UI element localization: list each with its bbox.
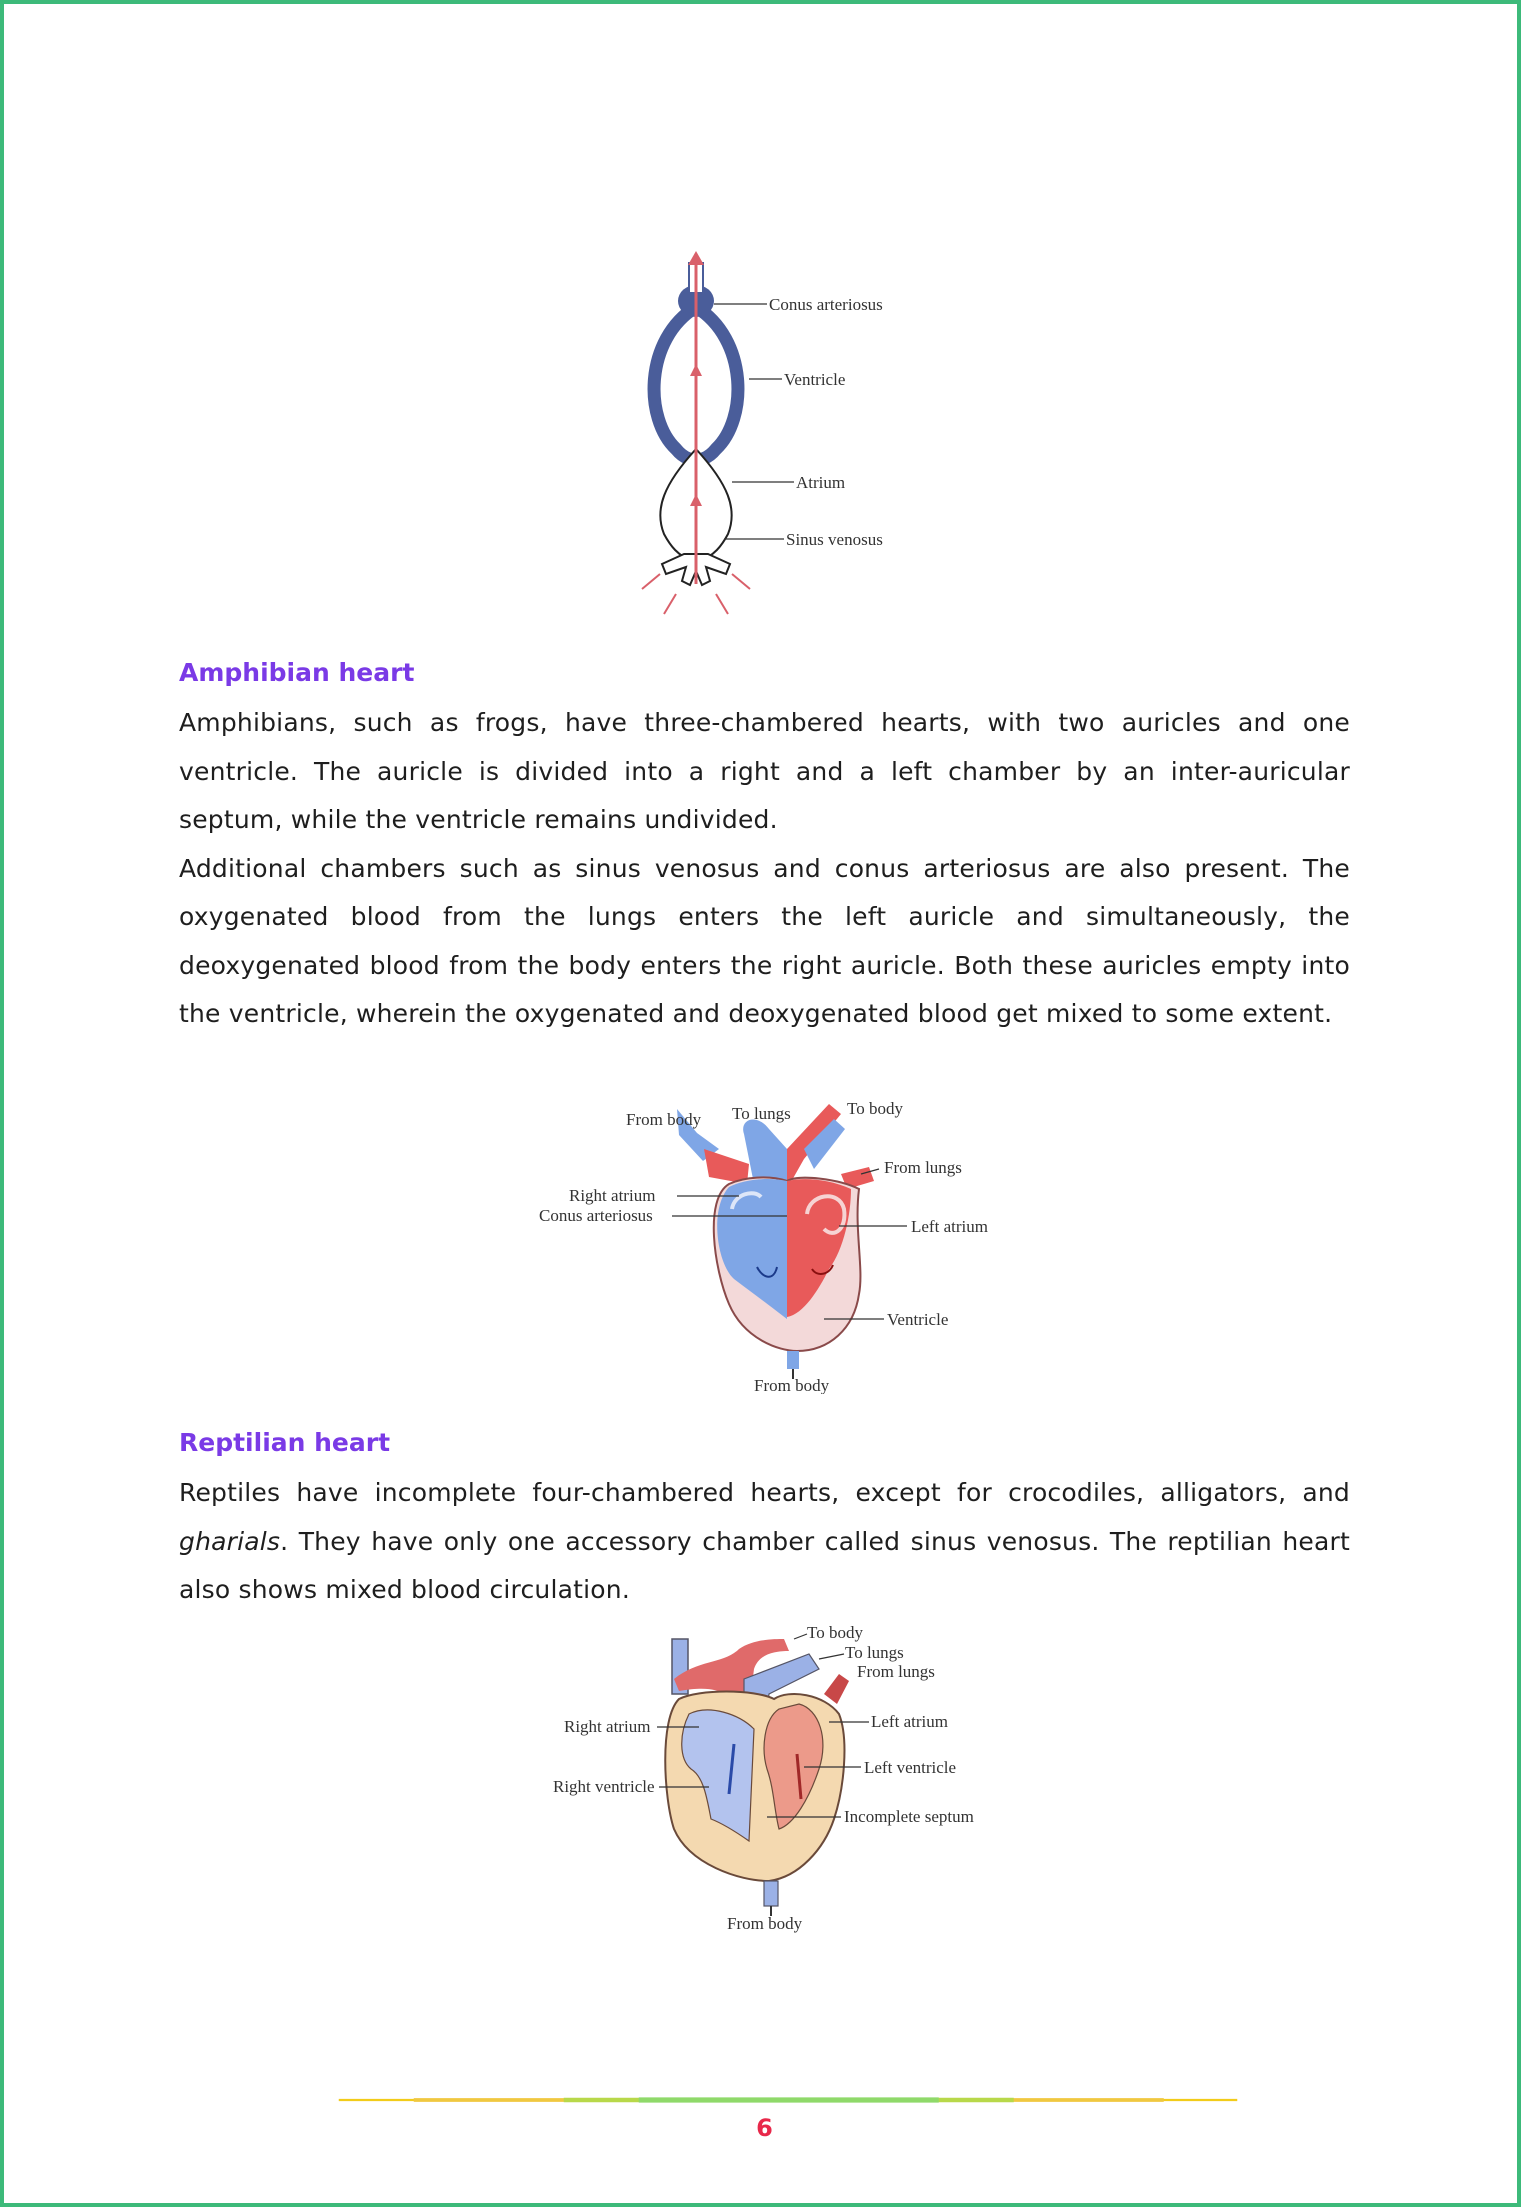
heading-reptilian-heart: Reptilian heart bbox=[179, 1428, 391, 1457]
amphibian-heart-diagram bbox=[529, 1089, 1009, 1394]
label-ventricle: Ventricle bbox=[784, 370, 846, 389]
label-from-lungs: From lungs bbox=[884, 1158, 962, 1177]
amphibian-text bbox=[179, 699, 1350, 1039]
label-to-lungs: To lungs bbox=[845, 1643, 904, 1662]
label-from-lungs: From lungs bbox=[857, 1662, 935, 1681]
label-from-body-top: From body bbox=[626, 1110, 702, 1129]
label-conus-arteriosus: Conus arteriosus bbox=[769, 295, 883, 314]
label-conus-arteriosus: Conus arteriosus bbox=[539, 1206, 653, 1225]
label-left-atrium: Left atrium bbox=[871, 1712, 948, 1731]
label-to-body: To body bbox=[807, 1623, 863, 1642]
page-number: 6 bbox=[756, 2114, 773, 2142]
reptilian-text-italic: gharials bbox=[179, 1526, 281, 1556]
label-to-lungs: To lungs bbox=[732, 1104, 791, 1123]
label-left-ventricle: Left ventricle bbox=[864, 1758, 957, 1777]
label-right-atrium: Right atrium bbox=[564, 1717, 651, 1736]
label-right-atrium: Right atrium bbox=[569, 1186, 656, 1205]
footer-divider bbox=[189, 2097, 1387, 2103]
reptilian-text bbox=[179, 1469, 1350, 1615]
label-right-ventricle: Right ventricle bbox=[553, 1777, 655, 1796]
label-from-body-bottom: From body bbox=[754, 1376, 830, 1394]
label-atrium: Atrium bbox=[796, 473, 846, 492]
reptilian-heart-diagram bbox=[539, 1619, 999, 1944]
heading-amphibian-heart: Amphibian heart bbox=[179, 658, 415, 687]
label-incomplete-septum: Incomplete septum bbox=[844, 1807, 974, 1826]
label-left-atrium: Left atrium bbox=[911, 1217, 988, 1236]
label-ventricle: Ventricle bbox=[887, 1310, 949, 1329]
fish-heart-diagram bbox=[624, 249, 924, 619]
reptilian-text-post: . They have only one accessory chamber called sinus venosus. The reptilian heart also shows mixed blood circulation. bbox=[179, 1526, 1350, 1604]
reptilian-text-pre: Reptiles have incomplete four-chambered hearts, except for crocodiles, alligators, and bbox=[179, 1478, 1350, 1507]
reptilian-paragraph-1 bbox=[179, 1469, 1350, 1615]
amphibian-paragraph-2: Additional chambers such as sinus venosus and conus arteriosus are also present. The oxygenated blood from the lungs enters the left auricle and simultaneously, the deoxygenated blood from the body enters the right auricle. Both these auricles empty into the ventricle, wherein the oxygenated and deoxygenated blood get mixed to some extent. bbox=[179, 853, 1350, 1028]
label-sinus-venosus: Sinus venosus bbox=[786, 530, 883, 549]
label-from-body: From body bbox=[727, 1914, 803, 1933]
label-to-body: To body bbox=[847, 1099, 903, 1118]
amphibian-paragraph-1: Amphibians, such as frogs, have three-chambered hearts, with two auricles and one ventricle. The auricle is divided into a right and a left chamber by an inter-auricular septum, while the ventricle remains undivided. bbox=[179, 708, 1350, 834]
